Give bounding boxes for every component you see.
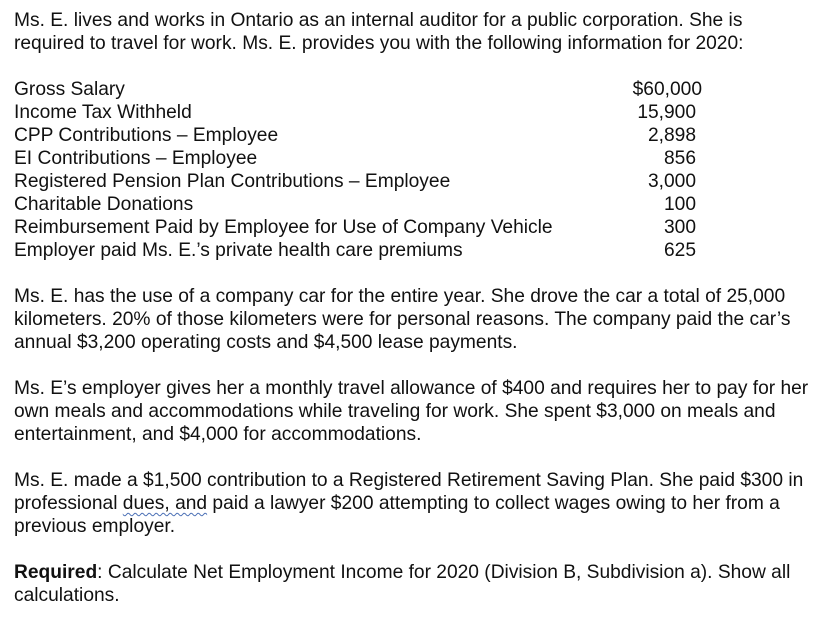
table-row (14, 101, 704, 124)
item-value: $60,000 (632, 79, 702, 100)
item-value: 2,898 (647, 125, 696, 146)
spacer (14, 262, 814, 285)
spacer (14, 354, 814, 377)
item-value: 15,900 (637, 102, 696, 123)
table-row (14, 239, 704, 262)
required-text: : Calculate Net Employment Income for 2020 (Division B, Subdivision a). Show all calculations. (14, 562, 791, 606)
item-label: Employer paid Ms. E.’s private health care premiums (14, 240, 463, 261)
item-value: 625 (663, 240, 696, 261)
table-row (14, 216, 704, 239)
travel-allowance-paragraph: Ms. E’s employer gives her a monthly travel allowance of $400 and requires her to pay for her own meals and accommodations while traveling for work. She spent $3,000 on meals and entertainment, and $4,000 for accommodations. (14, 378, 809, 445)
item-label: Reimbursement Paid by Employee for Use of Company Vehicle (14, 217, 553, 238)
item-value: 100 (663, 194, 696, 215)
table-row (14, 124, 704, 147)
spacer (14, 538, 814, 561)
table-row (14, 147, 704, 170)
table-row (14, 193, 704, 216)
item-label: Charitable Donations (14, 194, 194, 215)
document (14, 9, 814, 607)
item-value: 856 (663, 148, 696, 169)
table-row (14, 170, 704, 193)
spellcheck-flagged-text: dues, and (122, 493, 208, 514)
item-label: Gross Salary (14, 79, 125, 100)
item-label: Registered Pension Plan Contributions – Employee (14, 171, 451, 192)
item-value: 3,000 (647, 171, 696, 192)
rrsp-paragraph (14, 469, 814, 538)
item-label: CPP Contributions – Employee (14, 125, 279, 146)
required-label: Required (14, 562, 98, 583)
required-paragraph (14, 561, 814, 607)
table-row (14, 78, 704, 101)
company-car-paragraph: Ms. E. has the use of a company car for the entire year. She drove the car a total of 25,000 kilometers. 20% of those kilometers were for personal reasons. The company paid the car’s annual $3,200 operating costs and $4,500 lease payments. (14, 286, 791, 353)
item-value: 300 (663, 217, 696, 238)
rrsp-text-part2: paid a lawyer $200 attempting to collect wages owing to her from a previous employer. (14, 493, 780, 537)
rrsp-text-part1: Ms. E. made a $1,500 contribution to a Registered Retirement Saving Plan. She paid $300 in professional (14, 470, 804, 514)
spacer (14, 446, 814, 469)
financial-items-table (14, 78, 704, 262)
item-label: EI Contributions – Employee (14, 148, 258, 169)
spacer (14, 55, 814, 78)
intro-paragraph: Ms. E. lives and works in Ontario as an internal auditor for a public corporation. She is required to travel for work. Ms. E. provides you with the following information for 2020: (14, 10, 744, 54)
item-label: Income Tax Withheld (14, 102, 192, 123)
